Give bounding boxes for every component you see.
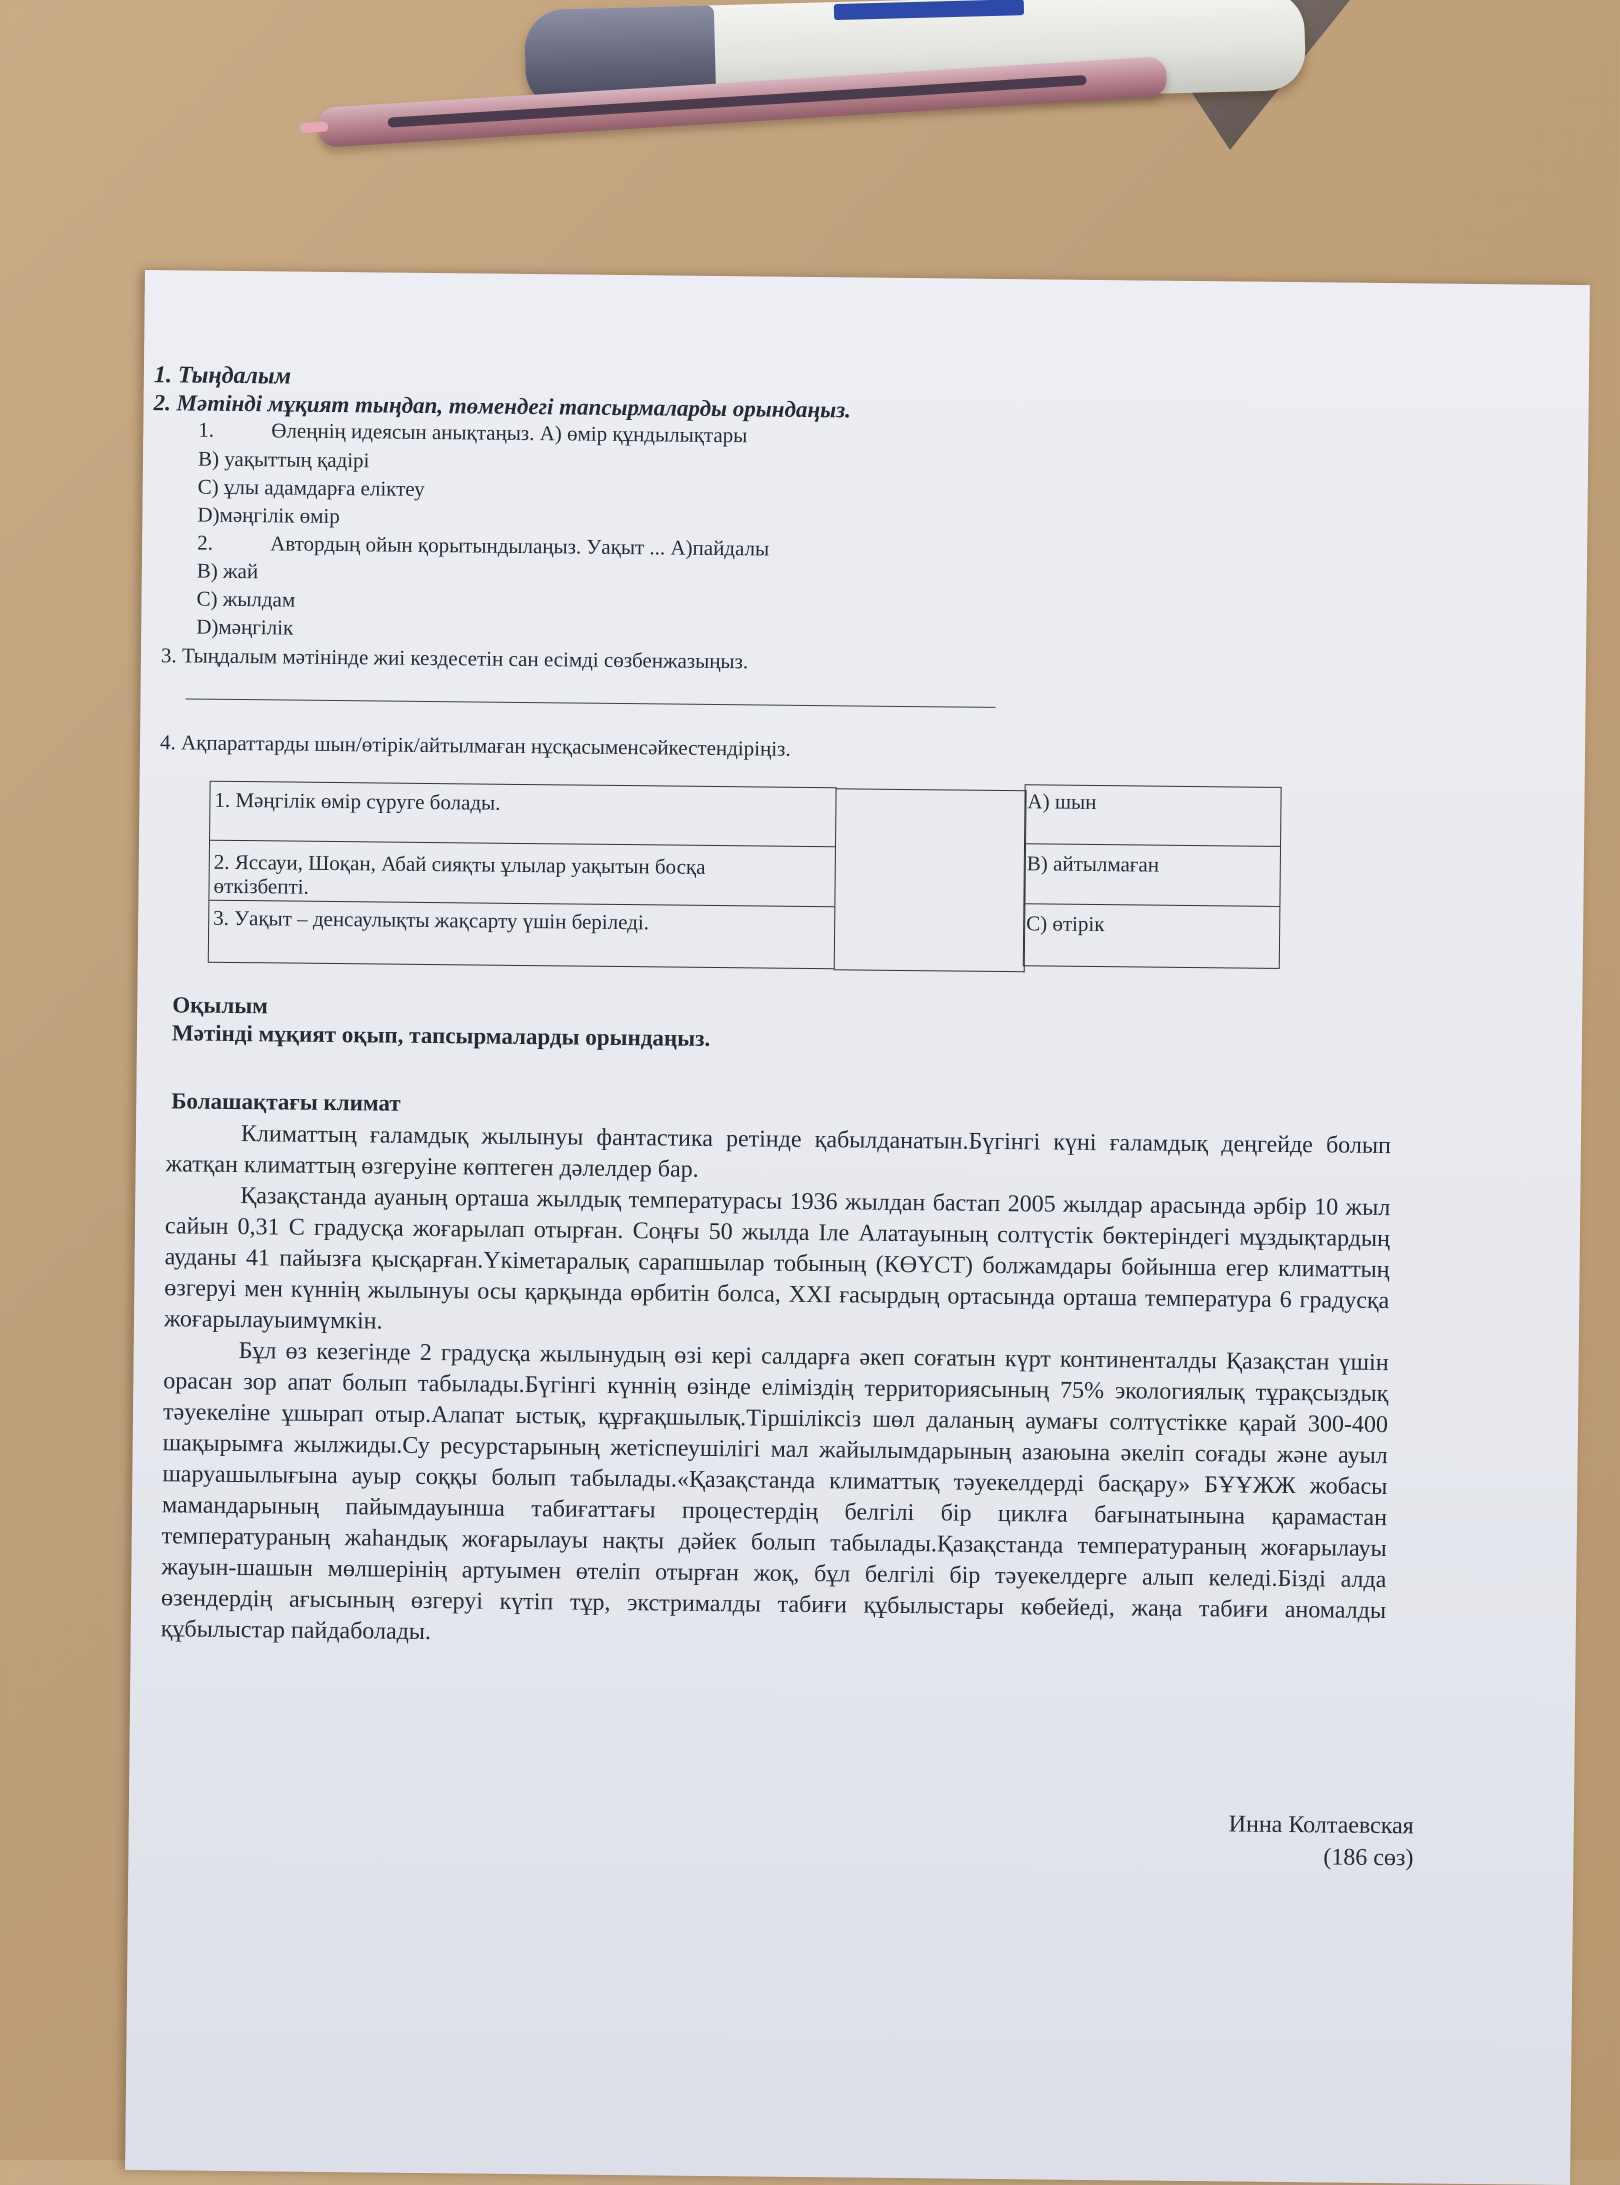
- question-2-option-c: С) жылдам: [196, 586, 296, 612]
- question-1-option-b: В) уақыттың қадірі: [197, 446, 370, 473]
- paragraph-2: Қазақстанда ауаның орташа жылдық температурасы 1936 жылдан бастап 2005 жылдар арасында әрбір 10 жыл сайын 0,31 С градусқа жоғарылап отырған. Соңғы 50 жылда Іле Алатауының солтүстік бөктеріндегі мұздықтардың ауданы 41 пайызға қысқарған.Үкіметаралық сарапшылар тобының (КӨҮСТ) болжамдары бойынша егер климаттың өзгеруі мен күннің жылынуы осы қарқында өрбитін болса, ХХІ ғасырдың ортасында орташа температура 6 градусқа жоғарылауыимүмкін.: [163, 1183, 1391, 1335]
- table-divider: [210, 840, 835, 848]
- question-1-option-d: D)мәңгілік өмір: [197, 502, 340, 529]
- question-3-text: 3. Тыңдалым мәтінінде жиі кездесетін сан есімді сөзбенжазыңыз.: [160, 643, 749, 674]
- question-2-option-d: D)мәңгілік: [196, 614, 294, 640]
- correction-pen-label: [834, 0, 1024, 20]
- question-2-option-b: В) жай: [196, 558, 259, 584]
- answer-column-blank: [834, 788, 1027, 972]
- question-1-text: Өлеңнің идеясын анықтаңыз. А) өмір құндылықтары: [271, 418, 748, 448]
- statement-1: 1. Мәңгілік өмір сүруге болады.: [214, 787, 501, 815]
- question-2-number: 2.: [197, 530, 214, 555]
- author-name: Инна Колтаевская: [1228, 1811, 1414, 1840]
- statement-2: 2. Яссауи, Шоқан, Абай сияқты ұлылар уақытын босқа өткізбепті.: [213, 849, 706, 899]
- question-1-number: 1.: [198, 417, 215, 442]
- worksheet-paper: [125, 270, 1590, 2185]
- answer-not-stated: В) айтылмаған: [1026, 851, 1160, 877]
- reading-instruction: Мәтінді мұқият оқып, тапсырмаларды орындаңыз.: [171, 1020, 711, 1051]
- answers-table: [1023, 784, 1282, 969]
- word-count: (186 сөз): [1323, 1844, 1414, 1872]
- question-1-option-c: С) ұлы адамдарға еліктеу: [197, 474, 425, 501]
- table-divider: [1024, 903, 1279, 907]
- reading-title: Оқылым: [172, 992, 269, 1019]
- paragraph-1: Климаттың ғаламдық жылынуы фантастика ретінде қабылданатын.Бүгінгі күні ғаламдық деңгейде болып жатқан климаттың өзгеруіне көптеген дәлелдер бар.: [165, 1121, 1392, 1183]
- paragraph-3: Бұл өз кезегінде 2 градусқа жылынудың өзі кері салдарға әкеп соғатын күрт континенталды Қазақстан үшін орасан зор апат болып табылады.Бүгінгі күннің өзінде еліміздің территориясының 75% экологиялық тұрақсыздық тәуекеліне ұшырап отыр.Алапат ыстық, құрғақшылық.Тіршіліксіз шөл даланың аумағы солтүстікке қарай 300-400 шақырымға жылжиды.Су ресурстарының жетіспеушілігі мал жайылымдарының азаюына әкеліп соғады және ауыл шаруашылығына ауыр соққы болып табылады.«Қазақстанда климаттық тәуекелдерді басқару» БҰҰЖЖ жобасы мамандарының пайымдауынша табиғаттағы процестердің белгілі бір циклға бағынатынына қарамастан температураның жаһандық жоғарылауы нақты дәйек болып табылады.Қазақстанда температураның жоғарылауы жауын-шашын мөлшерінің артуымен өтеліп отырған жоқ, бұл белгілі бір тәуекелдерге алып келеді.Бізді алда өзендердің ағысының өзгеруі күтіп тұр, экстрималды табиғи құбылыстары көбейеді, жаңа табиғи аномалды құбылыстар пайдаболады.: [160, 1338, 1389, 1646]
- question-4-text: 4. Ақпараттарды шын/өтірік/айтылмаған нұсқасыменсәйкестендіріңіз.: [159, 730, 791, 761]
- text-title: Болашақтағы климат: [171, 1088, 401, 1116]
- statement-3: 3. Уақыт – денсаулықты жақсарту үшін беріледі.: [213, 905, 650, 935]
- table-divider: [1025, 843, 1280, 847]
- question-2-text: Автордың ойын қорытындылаңыз. Уақыт ... А)пайдалы: [270, 531, 770, 561]
- listening-instruction: 2. Мәтінді мұқият тыңдап, төмендегі тапсырмаларды орындаңыз.: [153, 390, 852, 423]
- gel-pen-ink: [388, 75, 1087, 128]
- answer-line: [186, 698, 996, 707]
- answer-true: А) шын: [1027, 789, 1097, 814]
- gel-pen-tip: [300, 121, 329, 133]
- answer-false: С) өтірік: [1026, 911, 1105, 937]
- statements-table: [208, 781, 837, 970]
- reading-passage: [161, 1118, 1391, 1658]
- listening-title: 1. Тыңдалым: [153, 362, 292, 390]
